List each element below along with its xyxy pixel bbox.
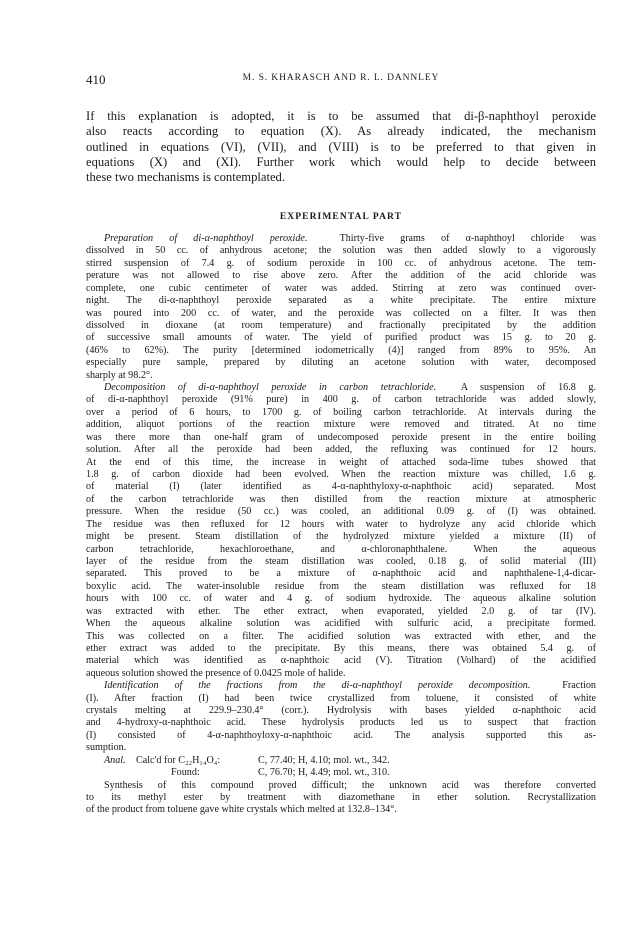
identification-line: (I). After fraction (I) had been twice crystallized from toluene, it consisted of white bbox=[86, 692, 596, 704]
page-number: 410 bbox=[86, 72, 106, 87]
analysis-found-row bbox=[86, 767, 596, 779]
preparation-first-line-text: Thirty-five grams of α-naphthoyl chloride was bbox=[339, 233, 596, 244]
identification-first-line-text: Fraction bbox=[562, 680, 596, 692]
decomposition-line: addition, aliquot portions of the reaction mixture were removed and titrated. At no time bbox=[86, 419, 596, 431]
analysis-found-values: C, 76.70; H, 4.49; mol. wt., 310. bbox=[258, 767, 390, 779]
preparation-line: dissolved in 50 cc. of anhydrous acetone; the solution was then added slowly to a vigorously bbox=[86, 245, 596, 257]
analysis-calc-row bbox=[86, 755, 596, 767]
preparation-line: of successive small amounts of water. The yield of purified product was 15 g. to 20 g. bbox=[86, 332, 596, 344]
intro-line: these two mechanisms is contemplated. bbox=[86, 170, 286, 185]
decomposition-line: When the aqueous alkaline solution was acidified with sulfuric acid, a precipitate formed. bbox=[86, 618, 596, 630]
decomposition-line: pressure. When the residue (50 cc.) was cooled, an additional 0.09 g. of (I) was obtained. bbox=[86, 506, 596, 518]
decomposition-line: boxylic acid. The water-insoluble residue from the steam distillation was refluxed for 18 bbox=[86, 580, 596, 592]
preparation-first-line bbox=[86, 233, 596, 245]
preparation-line: stirred suspension of 7.4 g. of sodium peroxide in 100 cc. of anhydrous acetone. The tem- bbox=[86, 257, 596, 269]
decomposition-line: This was collected on a filter. The acidified solution was extracted with ether, and the bbox=[86, 630, 596, 642]
decomposition-line: At the end of this time, the increase in weight of attached soda-lime tubes showed that bbox=[86, 456, 596, 468]
decomposition-line: 1.8 g. of carbon dioxide had been evolved. When the reaction mixture was chilled, 1.6 g. bbox=[86, 469, 596, 481]
decomposition-line: was extracted with ether. The ether extract, when evaporated, yielded 2.0 g. of tar (IV). bbox=[86, 605, 596, 617]
decomposition-paragraph bbox=[86, 382, 596, 680]
identification-line: (I) consisted of 4-α-naphthoyloxy-α-naphthoic acid. The analysis supported this as- bbox=[86, 729, 596, 741]
page-header bbox=[86, 72, 596, 88]
identification-line: sumption. bbox=[86, 742, 127, 754]
decomposition-line: over a period of 6 hours, to 1700 g. of boiling carbon tetrachloride. At intervals during the bbox=[86, 406, 596, 418]
analysis-label: Anal. bbox=[104, 754, 126, 766]
analysis-found-label: Found: bbox=[171, 767, 200, 779]
decomposition-first-line-text: A suspension of 16.8 g. bbox=[460, 382, 596, 394]
decomposition-line: of di-α-naphthoyl peroxide (91% pure) in 400 g. of carbon tetrachloride was added slowly, bbox=[86, 394, 596, 406]
decomposition-line: carbon tetrachloride, hexachloroethane, and α-chloronaphthalene. When the aqueous bbox=[86, 543, 596, 555]
preparation-heading: Preparation of di-α-naphthoyl peroxide. bbox=[104, 233, 308, 244]
synthesis-line: of the product from toluene gave white crystals which melted at 132.8–134°. bbox=[86, 804, 397, 816]
intro-line: outlined in equations (VI), (VII), and (VIII) is to be preferred to that given in bbox=[86, 139, 596, 154]
intro-paragraph bbox=[86, 109, 596, 185]
decomposition-line: separated. This proved to be a mixture of α-naphthoic acid and naphthalene-1,4-dicar- bbox=[86, 568, 596, 580]
decomposition-line: of material (I) (later identified as 4-α-naphthyloxy-α-naphthoic acid) separated. Most bbox=[86, 481, 596, 493]
preparation-paragraph bbox=[86, 233, 596, 382]
decomposition-line: solution. After all the peroxide had been added, the refluxing was continued for 12 hours. bbox=[86, 444, 596, 456]
intro-line: also reacts according to equation (X). As already indicated, the mechanism bbox=[86, 124, 596, 139]
decomposition-line: might be present. Steam distillation of the hydrolyzed mixture yielded a mixture (II) of bbox=[86, 531, 596, 543]
analysis-calc-label: Calc'd for C₂₂H₁₄O₄: bbox=[136, 754, 221, 766]
analysis-calc-values: C, 77.40; H, 4.10; mol. wt., 342. bbox=[258, 754, 390, 766]
intro-line: If this explanation is adopted, it is to be assumed that di-β-naphthoyl peroxide bbox=[86, 109, 596, 123]
intro-line: equations (X) and (XI). Further work which would help to decide between bbox=[86, 154, 596, 169]
preparation-line: complete, one cubic centimeter of water was added. Stirring at zero was continued over- bbox=[86, 282, 596, 294]
preparation-line: was poured into 200 cc. of water, and the peroxide was collected on a filter. It was then bbox=[86, 307, 596, 319]
decomposition-line: was there more than one-half gram of undecomposed peroxide present in the entire boiling bbox=[86, 431, 596, 443]
preparation-lines bbox=[86, 245, 596, 382]
decomposition-line: of the carbon tetrachloride was then distilled from the reaction mixture at atmospheric bbox=[86, 493, 596, 505]
experimental-body bbox=[86, 233, 596, 817]
decomposition-heading: Decomposition of di-α-naphthoyl peroxide in carbon tetrachloride. bbox=[104, 382, 437, 394]
analysis-block bbox=[86, 755, 596, 780]
preparation-line: perature was not allowed to rise above zero. After the addition of the acid chloride was bbox=[86, 270, 596, 282]
section-title: EXPERIMENTAL PART bbox=[279, 212, 403, 222]
synthesis-line: to its methyl ester by treatment with diazomethane in ether solution. Recrystallization bbox=[86, 791, 596, 803]
preparation-line: especially pure sample, prepared by diluting an acetone solution with water, decomposed bbox=[86, 357, 596, 369]
synthesis-paragraph bbox=[86, 780, 596, 817]
identification-line: crystals melting at 229.9–230.4° (corr.). Hydrolysis with bases yielded α-naphthoic acid bbox=[86, 705, 596, 717]
preparation-line: sharply at 98.2°. bbox=[86, 369, 153, 381]
preparation-line: dissolved in dioxane (at room temperature) and fractionally precipitated by the addition bbox=[86, 319, 596, 331]
decomposition-line: The residue was then refluxed for 12 hours with water to hydrolyze any acid chloride which bbox=[86, 518, 596, 530]
identification-paragraph bbox=[86, 680, 596, 755]
synthesis-line: Synthesis of this compound proved difficult; the unknown acid was therefore converted bbox=[104, 779, 596, 791]
decomposition-line: ether extract was added to the precipitate. By this means, there was obtained 5.4 g. of bbox=[86, 642, 596, 654]
decomposition-first-line bbox=[86, 382, 596, 394]
identification-first-line bbox=[86, 680, 596, 692]
preparation-line: night. The di-α-naphthoyl peroxide separated as a white precipitate. The entire mixture bbox=[86, 295, 596, 307]
preparation-line: (46% to 62%). The purity [determined iodometrically (4)] ranged from 89% to 95%. An bbox=[86, 344, 596, 356]
identification-heading: Identification of the fractions from the di-α-naphthoyl peroxide decomposition. bbox=[104, 680, 531, 692]
identification-lines bbox=[86, 693, 596, 755]
decomposition-line: layer of the residue from the steam distillation was cooled, 0.18 g. of solid material (III) bbox=[86, 555, 596, 567]
decomposition-line: hours with 100 cc. of water and 4 g. of sodium hydroxide. The aqueous alkaline solution bbox=[86, 593, 596, 605]
decomposition-lines bbox=[86, 394, 596, 680]
decomposition-line: aqueous solution showed the presence of 0.0425 mole of halide. bbox=[86, 667, 346, 679]
identification-line: and 4-hydroxy-α-naphthoic acid. These hydrolysis products led us to suspect that fraction bbox=[86, 717, 596, 729]
running-head: M. S. KHARASCH AND R. L. DANNLEY bbox=[242, 73, 440, 83]
decomposition-line: material which was identified as α-naphthoic acid (V). Titration (Volhard) of the acidified bbox=[86, 655, 596, 667]
